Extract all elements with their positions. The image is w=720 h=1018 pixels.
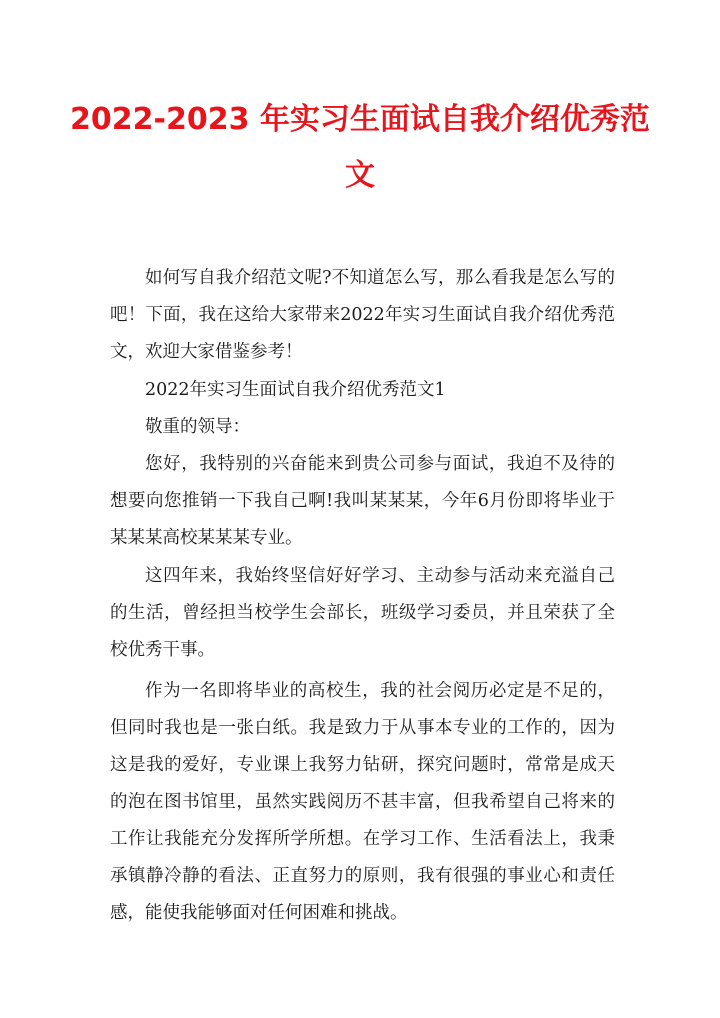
- paragraph-graduate: [110, 673, 615, 932]
- section-heading-text: 2022年实习生面试自我介绍优秀范文1: [145, 380, 446, 400]
- document-title-line-1: 2022-2023 年实习生面试自我介绍优秀范: [70, 102, 650, 137]
- intro-paragraph: [110, 260, 615, 371]
- salutation: [110, 409, 615, 446]
- document-title-line-2: 文: [345, 158, 375, 193]
- paragraph-graduate-text: 作为一名即将毕业的高校生，我的社会阅历必定是不足的，但同时我也是一张白纸。我是致力于从事本专业的工作的，因为这是我的爱好，专业课上我努力钻研，探究问题时，常常是成天的泡在图书馆里，虽然实践阅历不甚丰富，但我希望自己将来的工作让我能充分发挥所学所想。在学习工作、生活看法上，我秉承镇静冷静的看法、正直努力的原则，我有很强的事业心和责任感，能使我能够面对任何困难和挑战。: [110, 681, 615, 923]
- paragraph-four-years-text: 这四年来，我始终坚信好好学习、主动参与活动来充溢自己的生活，曾经担当校学生会部长，班级学习委员，并且荣获了全校优秀干事。: [110, 566, 615, 660]
- section-heading: [110, 372, 615, 409]
- paragraph-greeting: [110, 446, 615, 557]
- salutation-text: 敬重的领导：: [145, 417, 250, 437]
- intro-text: 如何写自我介绍范文呢?不知道怎么写，那么看我是怎么写的吧！下面，我在这给大家带来2022年实习生面试自我介绍优秀范文，欢迎大家借鉴参考！: [110, 268, 615, 362]
- paragraph-greeting-text: 您好，我特别的兴奋能来到贵公司参与面试，我迫不及待的想要向您推销一下我自己啊!我叫某某某，今年6月份即将毕业于某某某高校某某某专业。: [110, 454, 615, 548]
- paragraph-four-years: [110, 558, 615, 669]
